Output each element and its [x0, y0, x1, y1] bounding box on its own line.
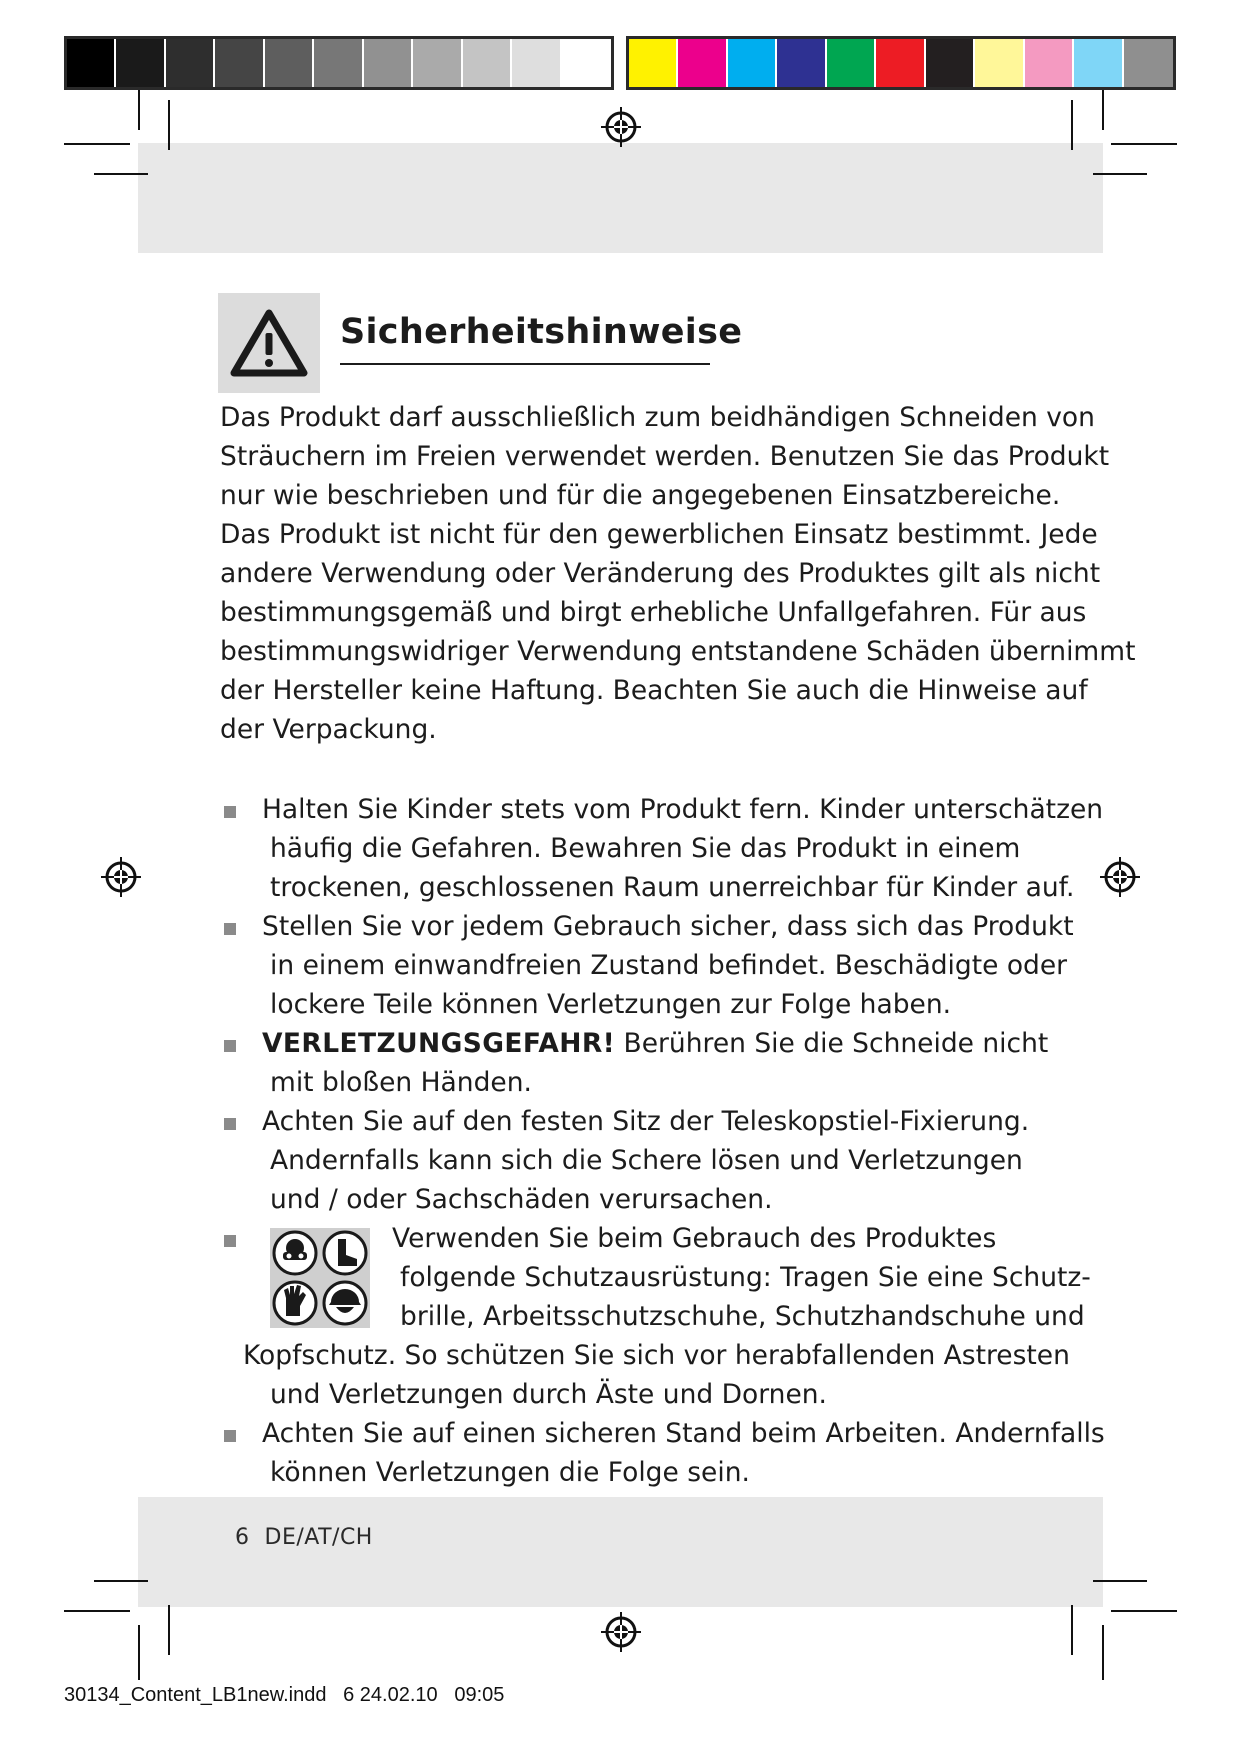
crop-mark	[1093, 173, 1147, 175]
crop-mark	[64, 1610, 130, 1612]
crop-mark	[94, 1580, 148, 1582]
crop-mark	[94, 173, 148, 175]
grayscale-color-bar	[64, 36, 614, 90]
bullet-line	[262, 1024, 1100, 1063]
color-swatch	[413, 39, 462, 87]
bullet-line: und Verletzungen durch Äste und Dornen.	[270, 1379, 827, 1410]
intro-line: andere Verwendung oder Veränderung des Produktes gilt als nicht	[220, 558, 1101, 589]
registration-mark-icon	[1098, 855, 1142, 899]
bullet-square-icon	[224, 806, 236, 818]
bullet-line: mit bloßen Händen.	[270, 1067, 532, 1098]
intro-paragraph	[220, 398, 1136, 749]
crop-mark	[1071, 100, 1073, 150]
process-color-bar	[626, 36, 1176, 90]
crop-mark	[168, 100, 170, 150]
registration-mark-icon	[99, 855, 143, 899]
color-swatch	[364, 39, 413, 87]
crop-mark	[1093, 1580, 1147, 1582]
intro-line: Das Produkt ist nicht für den gewerblichen Einsatz bestimmt. Jede	[220, 519, 1098, 550]
protective-gloves-icon	[274, 1282, 316, 1324]
color-swatch	[562, 39, 611, 87]
section-title-wrap	[340, 312, 742, 352]
footer-band	[138, 1497, 1103, 1607]
color-swatch	[1124, 39, 1173, 87]
crop-mark	[64, 143, 130, 145]
crop-mark	[1111, 143, 1177, 145]
bullet-line: Achten Sie auf den festen Sitz der Teleskopstiel-Fixierung.	[262, 1106, 1030, 1137]
bullet-line: Kopfschutz. So schützen Sie sich vor herabfallenden Astresten	[243, 1340, 1070, 1371]
crop-mark	[1111, 1610, 1177, 1612]
crop-mark	[168, 1605, 170, 1655]
bullet-line: trockenen, geschlossenen Raum unerreichbar für Kinder auf.	[270, 872, 1075, 903]
bullet-line: häufig die Gefahren. Bewahren Sie das Produkt in einem	[270, 833, 1021, 864]
color-swatch	[728, 39, 777, 87]
crop-mark	[138, 90, 140, 130]
intro-line: Sträuchern im Freien verwendet werden. Benutzen Sie das Produkt	[220, 441, 1110, 472]
ppe-pictograms	[270, 1228, 370, 1328]
bullet-line: können Verletzungen die Folge sein.	[270, 1457, 750, 1488]
bullet-line: Andernfalls kann sich die Schere lösen und Verletzungen	[270, 1145, 1023, 1176]
bullet-square-icon	[224, 923, 236, 935]
bullet-line: Achten Sie auf einen sicheren Stand beim Arbeiten. Andernfalls	[262, 1418, 1105, 1449]
bullet-line: und / oder Sachschäden verursachen.	[270, 1184, 773, 1215]
safety-boots-icon	[324, 1232, 366, 1274]
bullet-square-icon	[224, 1040, 236, 1052]
page-number: 6	[235, 1525, 250, 1550]
color-swatch	[975, 39, 1024, 87]
color-swatch	[512, 39, 561, 87]
danger-label: VERLETZUNGSGEFAHR!	[262, 1028, 616, 1059]
bullet-line: Stellen Sie vor jedem Gebrauch sicher, dass sich das Produkt	[262, 911, 1074, 942]
registration-mark-icon	[599, 105, 643, 149]
safety-goggles-icon	[274, 1232, 316, 1274]
bullet-text: Berühren Sie die Schneide nicht	[615, 1028, 1049, 1059]
crop-mark	[1071, 1605, 1073, 1655]
color-swatch	[67, 39, 116, 87]
crop-mark	[138, 1625, 140, 1680]
color-swatch	[926, 39, 975, 87]
bullet-square-icon	[224, 1118, 236, 1130]
color-swatch	[629, 39, 678, 87]
intro-line: der Hersteller keine Haftung. Beachten Sie auch die Hinweise auf	[220, 675, 1088, 706]
title-underline	[340, 363, 710, 365]
color-swatch	[215, 39, 264, 87]
crop-mark	[1102, 1625, 1104, 1680]
safety-bullet-list	[220, 790, 1105, 1492]
page-title: Sicherheitshinweise	[340, 312, 743, 352]
region-code: DE/AT/CH	[264, 1525, 373, 1550]
list-item	[220, 1102, 1100, 1219]
intro-line: Das Produkt darf ausschließlich zum beidhändigen Schneiden von	[220, 402, 1095, 433]
bullet-square-icon	[224, 1430, 236, 1442]
intro-line: bestimmungsgemäß und birgt erhebliche Unfallgefahren. Für aus	[220, 597, 1087, 628]
bullet-line: in einem einwandfreien Zustand befindet. Beschädigte oder	[270, 950, 1068, 981]
registration-mark-icon	[599, 1610, 643, 1654]
list-item	[220, 1414, 1105, 1492]
color-swatch	[265, 39, 314, 87]
color-swatch	[876, 39, 925, 87]
intro-line: nur wie beschrieben und für die angegebenen Einsatzbereiche.	[220, 480, 1061, 511]
color-swatch	[166, 39, 215, 87]
bullet-line: lockere Teile können Verletzungen zur Folge haben.	[270, 989, 952, 1020]
crop-mark	[1102, 90, 1104, 130]
page-footer	[235, 1525, 373, 1550]
header-band	[138, 143, 1103, 253]
bullet-line: brille, Arbeitsschutzschuhe, Schutzhandschuhe und	[400, 1301, 1085, 1332]
color-swatch	[678, 39, 727, 87]
hard-hat-icon	[324, 1282, 366, 1324]
list-item	[220, 1024, 1100, 1102]
warning-triangle-icon	[218, 293, 320, 393]
bullet-square-icon	[224, 1235, 236, 1247]
color-swatch	[1025, 39, 1074, 87]
color-swatch	[827, 39, 876, 87]
intro-line: bestimmungswidriger Verwendung entstandene Schäden übernimmt	[220, 636, 1136, 667]
color-swatch	[314, 39, 363, 87]
color-swatch	[1074, 39, 1123, 87]
print-slug: 30134_Content_LB1new.indd 6 24.02.10 09:05	[64, 1684, 505, 1706]
bullet-line: folgende Schutzausrüstung: Tragen Sie eine Schutz-	[400, 1262, 1091, 1293]
intro-line: der Verpackung.	[220, 714, 437, 745]
color-swatch	[777, 39, 826, 87]
bullet-line: Verwenden Sie beim Gebrauch des Produktes	[392, 1223, 997, 1254]
list-item	[220, 907, 1100, 1024]
bullet-line: Halten Sie Kinder stets vom Produkt fern. Kinder unterschätzen	[262, 794, 1104, 825]
color-swatch	[463, 39, 512, 87]
list-item	[220, 790, 1104, 907]
color-swatch	[116, 39, 165, 87]
